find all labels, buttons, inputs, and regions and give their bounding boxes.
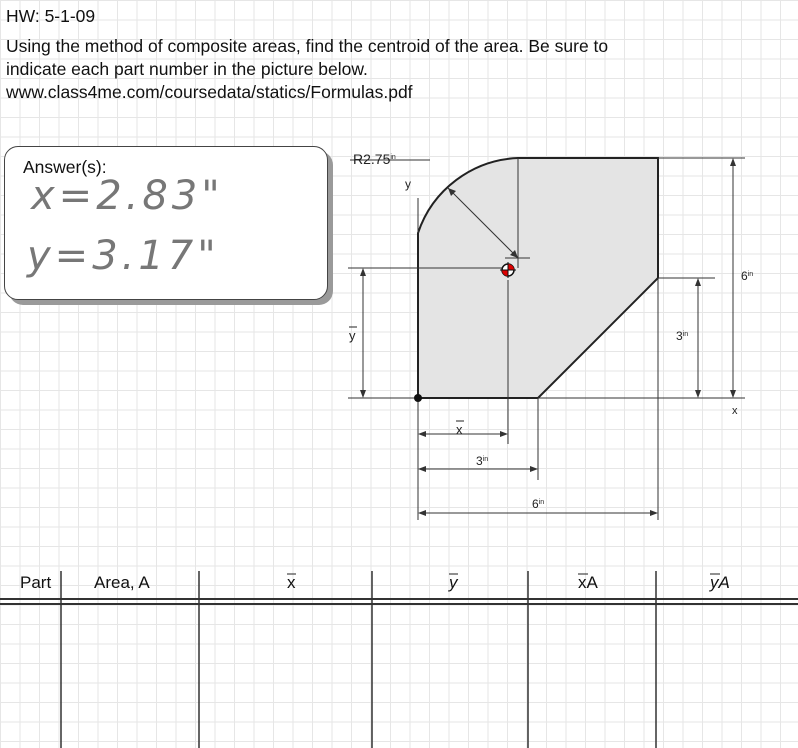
header-part: Part — [20, 573, 52, 592]
svg-text:x: x — [456, 422, 463, 437]
xbar-label — [456, 421, 464, 437]
dim-6-bottom-label: $6^{in}$ — [532, 497, 545, 511]
x-axis-label: x — [732, 405, 738, 417]
hw-label: HW: 5-1-09 — [6, 6, 96, 26]
instruction-line-1: Using the method of composite areas, find the centroid of the area. Be sure to — [6, 36, 609, 56]
y-answer-handwriting: y=3.17" — [27, 233, 220, 279]
header-area: Area, A — [94, 573, 150, 592]
y-axis-label: y — [405, 177, 411, 191]
formula-url[interactable]: www.class4me.com/coursedata/statics/Formulas.pdf — [6, 82, 413, 102]
answer-table-grid — [0, 571, 798, 748]
svg-text:y: y — [349, 328, 356, 343]
ybar-label — [349, 327, 357, 343]
radius-label: $R2.75^{in}$ — [353, 151, 396, 167]
header-xbar: x — [287, 573, 296, 592]
dim-3-right-label: $3^{in}$ — [676, 329, 689, 343]
dim-6-right-label: $6^{in}$ — [741, 269, 754, 283]
instruction-line-2: indicate each part number in the picture below. — [6, 59, 368, 79]
header-ybar: y — [449, 573, 458, 592]
answer-label: Answer(s): — [23, 157, 107, 177]
x-answer-handwriting: x=2.83" — [31, 173, 224, 219]
origin-dot — [414, 394, 422, 402]
header-ybar-a: yA — [710, 573, 730, 592]
header-xbar-a: xA — [578, 573, 598, 592]
dim-3-bottom-label: $3^{in}$ — [476, 454, 489, 468]
